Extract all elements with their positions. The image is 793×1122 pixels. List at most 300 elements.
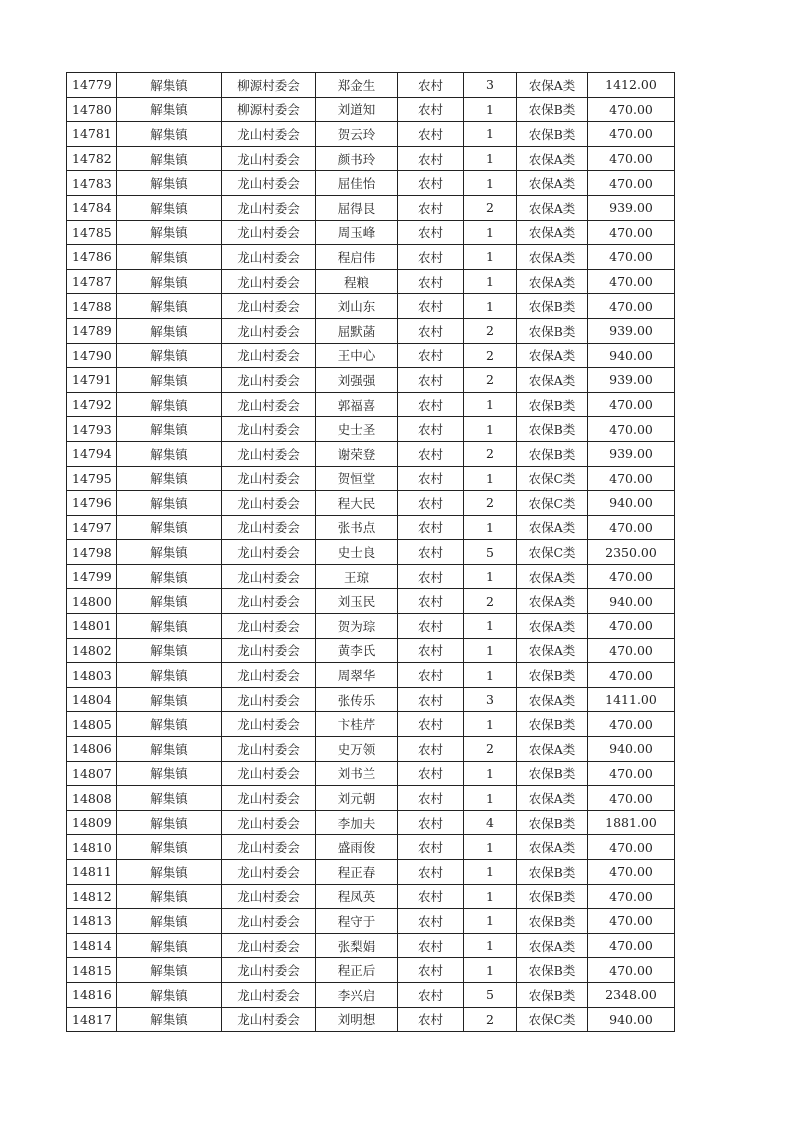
cell-insurance-category: 农保C类 (517, 491, 588, 516)
cell-town: 解集镇 (117, 269, 222, 294)
cell-town: 解集镇 (117, 712, 222, 737)
cell-name: 刘山东 (316, 294, 398, 319)
cell-household-count: 1 (464, 614, 517, 639)
table-row (67, 884, 675, 909)
cell-amount: 470.00 (588, 712, 675, 737)
cell-amount: 939.00 (588, 318, 675, 343)
table-row (67, 146, 675, 171)
cell-amount: 939.00 (588, 368, 675, 393)
cell-insurance-category: 农保B类 (517, 810, 588, 835)
cell-village-committee: 柳源村委会 (222, 73, 316, 98)
cell-name: 周玉峰 (316, 220, 398, 245)
table-row (67, 860, 675, 885)
cell-village-committee: 龙山村委会 (222, 810, 316, 835)
cell-insurance-category: 农保B类 (517, 663, 588, 688)
cell-name: 程正后 (316, 958, 398, 983)
cell-village-committee: 龙山村委会 (222, 737, 316, 762)
cell-town: 解集镇 (117, 417, 222, 442)
cell-insurance-category: 农保B类 (517, 294, 588, 319)
cell-area-type: 农村 (398, 614, 464, 639)
cell-row-id: 14800 (67, 589, 117, 614)
table-row (67, 786, 675, 811)
cell-town: 解集镇 (117, 835, 222, 860)
cell-household-count: 1 (464, 466, 517, 491)
cell-town: 解集镇 (117, 884, 222, 909)
cell-name: 刘道知 (316, 97, 398, 122)
cell-amount: 470.00 (588, 392, 675, 417)
cell-town: 解集镇 (117, 638, 222, 663)
table-row (67, 195, 675, 220)
cell-name: 程正春 (316, 860, 398, 885)
cell-row-id: 14785 (67, 220, 117, 245)
cell-amount: 470.00 (588, 933, 675, 958)
cell-area-type: 农村 (398, 737, 464, 762)
cell-name: 程守于 (316, 909, 398, 934)
cell-amount: 470.00 (588, 515, 675, 540)
cell-area-type: 农村 (398, 146, 464, 171)
cell-insurance-category: 农保B类 (517, 392, 588, 417)
cell-household-count: 1 (464, 294, 517, 319)
cell-insurance-category: 农保B类 (517, 860, 588, 885)
table-row (67, 515, 675, 540)
cell-area-type: 农村 (398, 318, 464, 343)
cell-name: 卞桂芹 (316, 712, 398, 737)
cell-insurance-category: 农保B类 (517, 712, 588, 737)
cell-area-type: 农村 (398, 466, 464, 491)
table-row (67, 614, 675, 639)
cell-amount: 2350.00 (588, 540, 675, 565)
cell-amount: 470.00 (588, 761, 675, 786)
cell-row-id: 14792 (67, 392, 117, 417)
table-row (67, 417, 675, 442)
cell-row-id: 14791 (67, 368, 117, 393)
benefit-table (66, 72, 675, 1032)
cell-area-type: 农村 (398, 515, 464, 540)
cell-amount: 470.00 (588, 97, 675, 122)
cell-household-count: 1 (464, 786, 517, 811)
cell-village-committee: 龙山村委会 (222, 638, 316, 663)
cell-area-type: 农村 (398, 933, 464, 958)
cell-village-committee: 龙山村委会 (222, 515, 316, 540)
cell-town: 解集镇 (117, 171, 222, 196)
cell-household-count: 1 (464, 958, 517, 983)
cell-household-count: 3 (464, 73, 517, 98)
cell-village-committee: 龙山村委会 (222, 269, 316, 294)
cell-row-id: 14811 (67, 860, 117, 885)
table-row (67, 712, 675, 737)
cell-area-type: 农村 (398, 786, 464, 811)
cell-name: 刘强强 (316, 368, 398, 393)
cell-amount: 1881.00 (588, 810, 675, 835)
cell-amount: 470.00 (588, 614, 675, 639)
cell-name: 周翠华 (316, 663, 398, 688)
cell-village-committee: 龙山村委会 (222, 860, 316, 885)
cell-household-count: 2 (464, 491, 517, 516)
cell-town: 解集镇 (117, 860, 222, 885)
cell-insurance-category: 农保B类 (517, 982, 588, 1007)
cell-row-id: 14788 (67, 294, 117, 319)
cell-town: 解集镇 (117, 564, 222, 589)
cell-amount: 470.00 (588, 884, 675, 909)
cell-amount: 2348.00 (588, 982, 675, 1007)
cell-area-type: 农村 (398, 884, 464, 909)
cell-area-type: 农村 (398, 171, 464, 196)
cell-household-count: 2 (464, 343, 517, 368)
cell-insurance-category: 农保B类 (517, 958, 588, 983)
table-row (67, 220, 675, 245)
cell-area-type: 农村 (398, 392, 464, 417)
cell-household-count: 1 (464, 392, 517, 417)
cell-town: 解集镇 (117, 368, 222, 393)
table-row (67, 909, 675, 934)
table-row (67, 73, 675, 98)
cell-household-count: 2 (464, 1007, 517, 1032)
table-body (67, 73, 675, 1032)
cell-area-type: 农村 (398, 1007, 464, 1032)
cell-row-id: 14794 (67, 441, 117, 466)
cell-amount: 470.00 (588, 171, 675, 196)
cell-amount: 470.00 (588, 417, 675, 442)
cell-area-type: 农村 (398, 958, 464, 983)
cell-household-count: 1 (464, 860, 517, 885)
cell-row-id: 14780 (67, 97, 117, 122)
cell-row-id: 14810 (67, 835, 117, 860)
cell-village-committee: 柳源村委会 (222, 97, 316, 122)
cell-town: 解集镇 (117, 589, 222, 614)
table-row (67, 441, 675, 466)
cell-name: 郭福喜 (316, 392, 398, 417)
cell-amount: 470.00 (588, 269, 675, 294)
cell-village-committee: 龙山村委会 (222, 195, 316, 220)
cell-amount: 470.00 (588, 245, 675, 270)
cell-insurance-category: 农保B类 (517, 318, 588, 343)
cell-amount: 940.00 (588, 1007, 675, 1032)
cell-insurance-category: 农保A类 (517, 786, 588, 811)
cell-area-type: 农村 (398, 909, 464, 934)
cell-amount: 940.00 (588, 491, 675, 516)
table-row (67, 540, 675, 565)
cell-town: 解集镇 (117, 982, 222, 1007)
cell-household-count: 1 (464, 761, 517, 786)
cell-name: 史士良 (316, 540, 398, 565)
table-row (67, 171, 675, 196)
cell-name: 史万领 (316, 737, 398, 762)
table-row (67, 761, 675, 786)
cell-row-id: 14801 (67, 614, 117, 639)
cell-name: 张书点 (316, 515, 398, 540)
cell-row-id: 14784 (67, 195, 117, 220)
cell-name: 刘书兰 (316, 761, 398, 786)
cell-household-count: 1 (464, 933, 517, 958)
cell-name: 史士圣 (316, 417, 398, 442)
cell-amount: 470.00 (588, 958, 675, 983)
cell-insurance-category: 农保B类 (517, 441, 588, 466)
cell-row-id: 14806 (67, 737, 117, 762)
cell-town: 解集镇 (117, 909, 222, 934)
cell-town: 解集镇 (117, 195, 222, 220)
table-row (67, 589, 675, 614)
cell-town: 解集镇 (117, 663, 222, 688)
cell-village-committee: 龙山村委会 (222, 441, 316, 466)
cell-insurance-category: 农保A类 (517, 564, 588, 589)
cell-amount: 470.00 (588, 564, 675, 589)
cell-town: 解集镇 (117, 343, 222, 368)
cell-area-type: 农村 (398, 73, 464, 98)
cell-town: 解集镇 (117, 318, 222, 343)
cell-village-committee: 龙山村委会 (222, 687, 316, 712)
table-row (67, 122, 675, 147)
cell-area-type: 农村 (398, 97, 464, 122)
cell-row-id: 14786 (67, 245, 117, 270)
cell-area-type: 农村 (398, 195, 464, 220)
cell-village-committee: 龙山村委会 (222, 958, 316, 983)
cell-household-count: 2 (464, 368, 517, 393)
cell-insurance-category: 农保A类 (517, 737, 588, 762)
cell-amount: 470.00 (588, 122, 675, 147)
cell-insurance-category: 农保A类 (517, 614, 588, 639)
table-row (67, 1007, 675, 1032)
cell-town: 解集镇 (117, 1007, 222, 1032)
table-row (67, 638, 675, 663)
cell-row-id: 14816 (67, 982, 117, 1007)
cell-town: 解集镇 (117, 933, 222, 958)
cell-insurance-category: 农保A类 (517, 687, 588, 712)
cell-amount: 470.00 (588, 294, 675, 319)
cell-insurance-category: 农保A类 (517, 589, 588, 614)
cell-area-type: 农村 (398, 540, 464, 565)
cell-row-id: 14790 (67, 343, 117, 368)
table-row (67, 663, 675, 688)
cell-area-type: 农村 (398, 761, 464, 786)
cell-name: 王中心 (316, 343, 398, 368)
cell-amount: 470.00 (588, 909, 675, 934)
cell-name: 刘元朝 (316, 786, 398, 811)
cell-household-count: 1 (464, 564, 517, 589)
cell-amount: 470.00 (588, 466, 675, 491)
cell-row-id: 14793 (67, 417, 117, 442)
cell-town: 解集镇 (117, 614, 222, 639)
cell-insurance-category: 农保B类 (517, 417, 588, 442)
cell-insurance-category: 农保B类 (517, 761, 588, 786)
cell-area-type: 农村 (398, 687, 464, 712)
cell-row-id: 14804 (67, 687, 117, 712)
cell-area-type: 农村 (398, 982, 464, 1007)
cell-town: 解集镇 (117, 122, 222, 147)
cell-area-type: 农村 (398, 368, 464, 393)
cell-insurance-category: 农保A类 (517, 269, 588, 294)
cell-village-committee: 龙山村委会 (222, 564, 316, 589)
cell-town: 解集镇 (117, 761, 222, 786)
cell-village-committee: 龙山村委会 (222, 909, 316, 934)
cell-village-committee: 龙山村委会 (222, 491, 316, 516)
cell-household-count: 1 (464, 97, 517, 122)
cell-household-count: 1 (464, 712, 517, 737)
cell-row-id: 14783 (67, 171, 117, 196)
cell-household-count: 1 (464, 417, 517, 442)
cell-village-committee: 龙山村委会 (222, 712, 316, 737)
cell-name: 黄李氏 (316, 638, 398, 663)
cell-row-id: 14797 (67, 515, 117, 540)
cell-name: 程启伟 (316, 245, 398, 270)
cell-household-count: 3 (464, 687, 517, 712)
cell-row-id: 14798 (67, 540, 117, 565)
cell-household-count: 4 (464, 810, 517, 835)
table-row (67, 810, 675, 835)
table-row (67, 958, 675, 983)
cell-insurance-category: 农保A类 (517, 343, 588, 368)
cell-town: 解集镇 (117, 73, 222, 98)
cell-row-id: 14782 (67, 146, 117, 171)
cell-amount: 470.00 (588, 638, 675, 663)
cell-area-type: 农村 (398, 491, 464, 516)
cell-name: 李加夫 (316, 810, 398, 835)
cell-insurance-category: 农保A类 (517, 933, 588, 958)
cell-household-count: 1 (464, 663, 517, 688)
table-row (67, 982, 675, 1007)
cell-village-committee: 龙山村委会 (222, 146, 316, 171)
cell-household-count: 2 (464, 318, 517, 343)
cell-village-committee: 龙山村委会 (222, 884, 316, 909)
cell-insurance-category: 农保A类 (517, 245, 588, 270)
cell-area-type: 农村 (398, 712, 464, 737)
cell-household-count: 1 (464, 245, 517, 270)
table-row (67, 933, 675, 958)
cell-household-count: 1 (464, 515, 517, 540)
cell-village-committee: 龙山村委会 (222, 343, 316, 368)
cell-village-committee: 龙山村委会 (222, 171, 316, 196)
cell-row-id: 14815 (67, 958, 117, 983)
cell-name: 屈得艮 (316, 195, 398, 220)
table-row (67, 269, 675, 294)
cell-village-committee: 龙山村委会 (222, 761, 316, 786)
table-row (67, 835, 675, 860)
cell-insurance-category: 农保A类 (517, 515, 588, 540)
cell-village-committee: 龙山村委会 (222, 220, 316, 245)
cell-insurance-category: 农保B类 (517, 909, 588, 934)
cell-area-type: 农村 (398, 663, 464, 688)
cell-town: 解集镇 (117, 737, 222, 762)
cell-insurance-category: 农保A类 (517, 73, 588, 98)
cell-insurance-category: 农保B类 (517, 884, 588, 909)
cell-row-id: 14799 (67, 564, 117, 589)
cell-town: 解集镇 (117, 392, 222, 417)
cell-name: 屈默菡 (316, 318, 398, 343)
cell-household-count: 5 (464, 540, 517, 565)
cell-name: 贺恒堂 (316, 466, 398, 491)
cell-town: 解集镇 (117, 245, 222, 270)
cell-household-count: 1 (464, 909, 517, 934)
cell-town: 解集镇 (117, 220, 222, 245)
cell-household-count: 2 (464, 737, 517, 762)
cell-name: 屈佳怡 (316, 171, 398, 196)
table-row (67, 737, 675, 762)
cell-amount: 940.00 (588, 589, 675, 614)
cell-town: 解集镇 (117, 786, 222, 811)
cell-household-count: 2 (464, 589, 517, 614)
cell-village-committee: 龙山村委会 (222, 982, 316, 1007)
cell-area-type: 农村 (398, 294, 464, 319)
cell-insurance-category: 农保C类 (517, 466, 588, 491)
cell-insurance-category: 农保A类 (517, 638, 588, 663)
cell-area-type: 农村 (398, 638, 464, 663)
cell-household-count: 1 (464, 171, 517, 196)
cell-village-committee: 龙山村委会 (222, 392, 316, 417)
cell-row-id: 14796 (67, 491, 117, 516)
cell-household-count: 5 (464, 982, 517, 1007)
table-row (67, 466, 675, 491)
cell-town: 解集镇 (117, 687, 222, 712)
cell-name: 刘明想 (316, 1007, 398, 1032)
cell-area-type: 农村 (398, 245, 464, 270)
cell-town: 解集镇 (117, 810, 222, 835)
cell-name: 王琼 (316, 564, 398, 589)
cell-row-id: 14795 (67, 466, 117, 491)
cell-village-committee: 龙山村委会 (222, 417, 316, 442)
cell-amount: 470.00 (588, 663, 675, 688)
cell-insurance-category: 农保C类 (517, 540, 588, 565)
cell-village-committee: 龙山村委会 (222, 786, 316, 811)
cell-name: 颜书玲 (316, 146, 398, 171)
cell-row-id: 14817 (67, 1007, 117, 1032)
cell-area-type: 农村 (398, 441, 464, 466)
cell-row-id: 14803 (67, 663, 117, 688)
cell-name: 张传乐 (316, 687, 398, 712)
cell-village-committee: 龙山村委会 (222, 540, 316, 565)
cell-name: 李兴启 (316, 982, 398, 1007)
cell-row-id: 14802 (67, 638, 117, 663)
cell-area-type: 农村 (398, 860, 464, 885)
cell-name: 盛雨俊 (316, 835, 398, 860)
cell-town: 解集镇 (117, 466, 222, 491)
cell-village-committee: 龙山村委会 (222, 1007, 316, 1032)
table-row (67, 245, 675, 270)
cell-amount: 939.00 (588, 195, 675, 220)
cell-name: 刘玉民 (316, 589, 398, 614)
cell-insurance-category: 农保A类 (517, 835, 588, 860)
cell-household-count: 1 (464, 884, 517, 909)
cell-household-count: 1 (464, 220, 517, 245)
cell-name: 贺为琮 (316, 614, 398, 639)
cell-insurance-category: 农保A类 (517, 195, 588, 220)
cell-row-id: 14808 (67, 786, 117, 811)
cell-insurance-category: 农保A类 (517, 220, 588, 245)
cell-row-id: 14805 (67, 712, 117, 737)
cell-name: 程凤英 (316, 884, 398, 909)
cell-town: 解集镇 (117, 441, 222, 466)
cell-amount: 940.00 (588, 737, 675, 762)
cell-household-count: 1 (464, 269, 517, 294)
table-row (67, 687, 675, 712)
cell-amount: 939.00 (588, 441, 675, 466)
table-row (67, 318, 675, 343)
cell-amount: 470.00 (588, 835, 675, 860)
cell-village-committee: 龙山村委会 (222, 663, 316, 688)
cell-amount: 470.00 (588, 786, 675, 811)
cell-village-committee: 龙山村委会 (222, 835, 316, 860)
cell-village-committee: 龙山村委会 (222, 318, 316, 343)
cell-amount: 470.00 (588, 146, 675, 171)
cell-row-id: 14812 (67, 884, 117, 909)
cell-row-id: 14779 (67, 73, 117, 98)
cell-village-committee: 龙山村委会 (222, 122, 316, 147)
cell-amount: 1411.00 (588, 687, 675, 712)
cell-household-count: 1 (464, 638, 517, 663)
cell-area-type: 农村 (398, 417, 464, 442)
cell-village-committee: 龙山村委会 (222, 589, 316, 614)
cell-area-type: 农村 (398, 122, 464, 147)
table-row (67, 368, 675, 393)
cell-name: 谢荣登 (316, 441, 398, 466)
